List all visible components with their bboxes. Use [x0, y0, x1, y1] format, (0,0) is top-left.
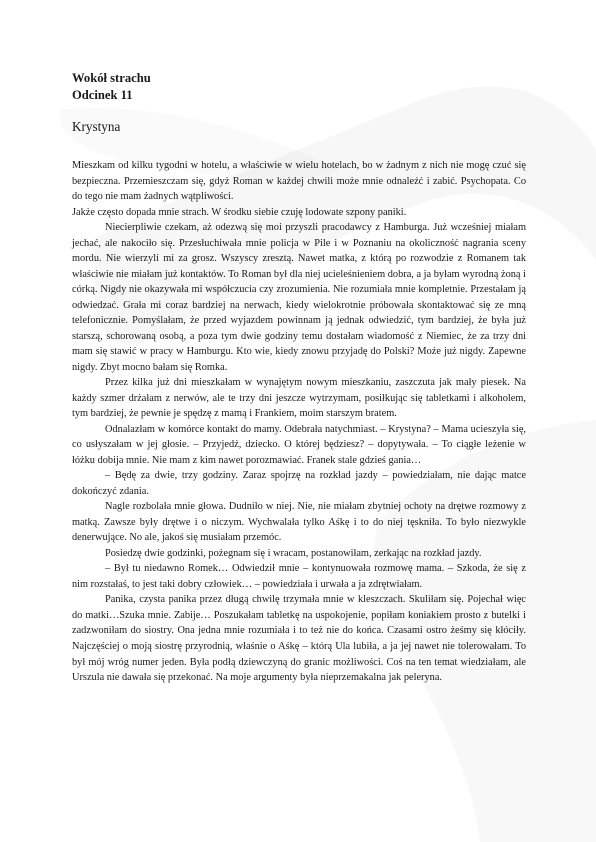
document-body — [72, 158, 526, 686]
paragraph: Posiedzę dwie godzinki, pożegnam się i wracam, postanowiłam, zerkając na rozkład jazdy. — [105, 547, 482, 559]
document-title — [72, 70, 526, 104]
title-line-2: Odcinek 11 — [72, 88, 133, 102]
author-name: Krystyna — [72, 119, 121, 134]
paragraph: Odnalazłam w komórce kontakt do mamy. Odebrała natychmiast. – Krystyna? – Mama ucieszyła się, co usłyszałam w jej głosie. – Przyjedź, dziecko. O której będziesz? – dopytywała. – To ciągłe leżenie w łóżku dobija mnie. Nie mam z kim nawet porozmawiać. Franek stale gdzieś gania… — [72, 423, 526, 466]
paragraph: – Będę za dwie, trzy godziny. Zaraz spojrzę na rozkład jazdy – powiedziałam, nie dając matce dokończyć zdania. — [72, 470, 526, 497]
paragraph: Niecierpliwie czekam, aż odezwą się moi przyszli pracodawcy z Hamburga. Już wcześniej miałam jechać, ale nakociło się. Przesłuchiwała mnie policja w Pile i w Poznaniu na okoliczność nagrania sceny mordu. Nie wierzyli mi za grosz. Wszyscy zresztą. Nawet matka, z którą po rozwodzie z Romanem tak właściwie nie miałam już kontaktów. To Roman był dla niej ucieleśnieniem dobra, a ja byłam wyrodną żoną i córką. Nigdy nie okazywała mi współczucia czy zrozumienia. Nie rozumiała mnie kompletnie. Przestałam ją odwiedzać. Grała mi coraz bardziej na nerwach, kiedy wielokrotnie próbowała skontaktować się ze mną telefonicznie. Pomyślałam, że przed wyjazdem powinnam ją jednak odwiedzić, tym bardziej, że była już starszą, schorowaną osobą, a poza tym dwie godziny temu dostałam wiadomość z Niemiec, że za trzy dni mam się stawić w pracy w Hamburgu. Kto wie, kiedy znowu przyjadę do Polski? Może już nigdy. Zapewne nigdy. Zbyt mocno bałam się Romka. — [72, 222, 526, 373]
paragraph: Mieszkam od kilku tygodni w hotelu, a właściwie w wielu hotelach, bo w żadnym z nich nie mogę czuć się bezpieczna. Przemieszczam się, gdyż Roman w każdej chwili może mnie odnaleźć i zabić. Psychopata. Co do tego nie mam żadnych wątpliwości. — [72, 160, 526, 203]
paragraph: Panika, czysta panika przez długą chwilę trzymała mnie w kleszczach. Skuliłam się. Pojechał więc do matki…Szuka mnie. Zabije… Poszukałam tabletkę na uspokojenie, popiłam koniakiem prosto z butelki i zadzwoniłam do siostry. Ona jedna mnie rozumiała i to też nie do końca. Czasami ostro żeśmy się kłóciły. Najczęściej o moją siostrę przyrodnią, właśnie o Aśkę – którą Ula lubiła, a ja jej nawet nie tolerowałam. To był mój wróg numer jeden. Była podłą dziewczyną do granic możliwości. Coś na ten temat wiedziałam, ale Urszula nie dawała się przekonać. Na moje argumenty była nieprzemakalna jak peleryna. — [72, 594, 526, 684]
document-content — [72, 70, 526, 686]
paragraph: Jakże często dopada mnie strach. W środku siebie czuję lodowate szpony paniki. — [72, 206, 407, 218]
title-line-1: Wokół strachu — [72, 71, 151, 85]
paragraph: Nagle rozbolała mnie głowa. Dudniło w niej. Nie, nie miałam zbytniej ochoty na drętwe rozmowy z matką. Zawsze były drętwe i o niczym. Wychwalała tylko Aśkę i to do niej tęskniła. To było niezwykle denerwujące. No ale, jakoś się musiałam przemóc. — [72, 501, 526, 544]
paragraph: – Był tu niedawno Romek… Odwiedził mnie – kontynuowała rozmowę mama. – Szkoda, że się z nim rozstałaś, to jest taki dobry człowiek… – powiedziała i urwała a ja zdrętwiałam. — [72, 563, 526, 590]
paragraph: Przez kilka już dni mieszkałam w wynajętym nowym mieszkaniu, zaszczuta jak mały piesek. Na każdy szmer drżałam z nerwów, ale te trzy dni jeszcze wytrzymam, posiłkując się tabletkami i alkoholem, tym bardziej, że pewnie je spędzę z mamą i Frankiem, moim starszym bratem. — [72, 377, 526, 420]
